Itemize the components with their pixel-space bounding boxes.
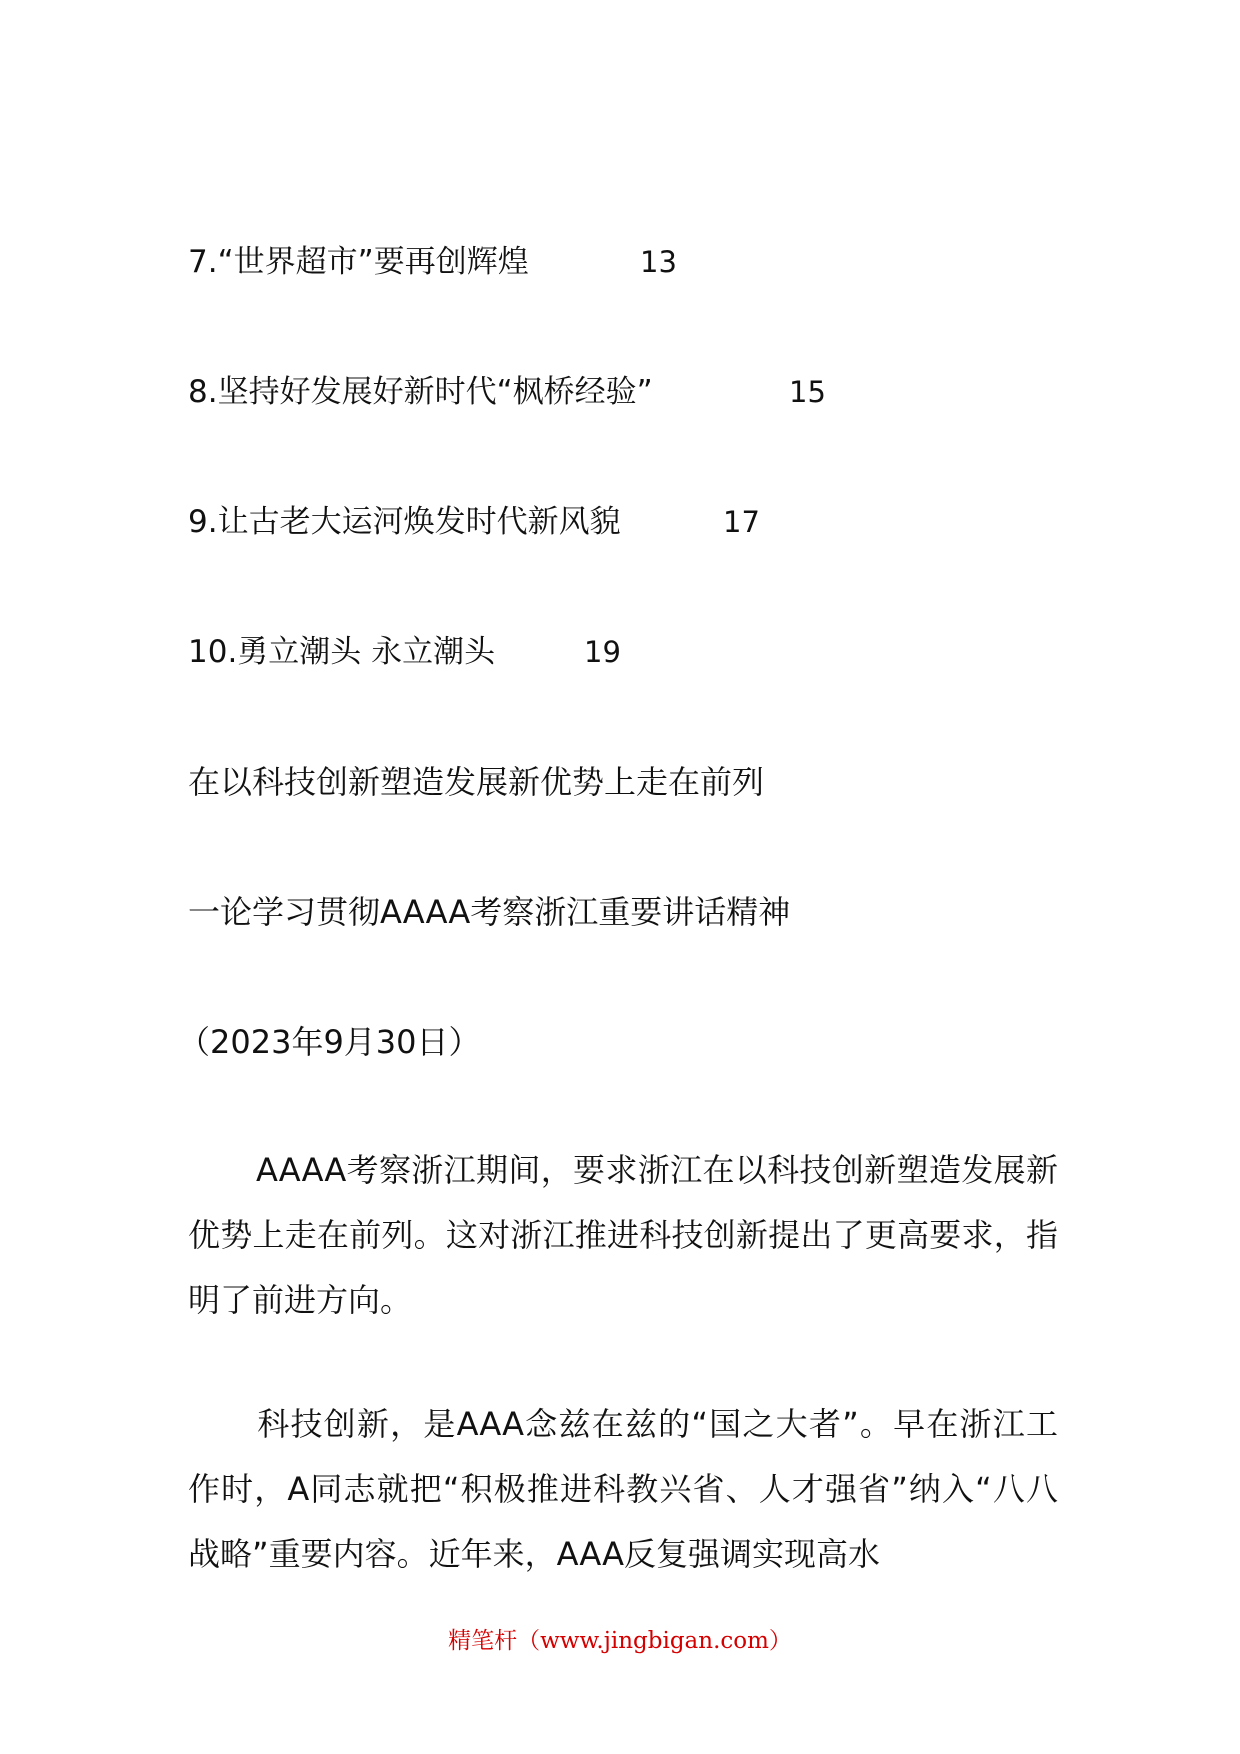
watermark-footer: 精笔杆（www.jingbigan.com） <box>448 1628 792 1654</box>
toc-entry-title: 9.让古老大运河焕发时代新风貌 <box>188 504 621 540</box>
body-paragraph-1 <box>188 1138 1058 1333</box>
toc-entry-page: 17 <box>723 505 760 539</box>
paragraph-text: AAAA考察浙江期间，要求浙江在以科技创新塑造发展新优势上走在前列。这对浙江推进科技创新提出了更高要求，指明了前进方向。 <box>188 1151 1058 1319</box>
toc-entry-8[interactable] <box>188 370 826 414</box>
toc-entry-title: 10.勇立潮头 永立潮头 <box>188 634 496 670</box>
toc-entry-page: 13 <box>640 245 677 279</box>
toc-entry-title: 7.“世界超市”要再创辉煌 <box>188 244 529 280</box>
toc-entry-page: 15 <box>789 375 826 409</box>
article-date: （2023年9月30日） <box>178 1023 481 1061</box>
toc-entry-page: 19 <box>584 635 621 669</box>
toc-entry-9[interactable] <box>188 500 760 544</box>
article-subtitle: 一论学习贯彻AAAA考察浙江重要讲话精神 <box>188 893 791 931</box>
article-title: 在以科技创新塑造发展新优势上走在前列 <box>188 763 765 801</box>
body-paragraph-2 <box>188 1392 1058 1587</box>
toc-entry-10[interactable] <box>188 630 621 674</box>
paragraph-text: 科技创新，是AAA念兹在兹的“国之大者”。早在浙江工作时，A同志就把“积极推进科教兴省、人才强省”纳入“八八战略”重要内容。近年来，AAA反复强调实现高水 <box>188 1405 1058 1573</box>
toc-entry-title: 8.坚持好发展好新时代“枫桥经验” <box>188 374 653 410</box>
toc-entry-7[interactable] <box>188 240 677 284</box>
